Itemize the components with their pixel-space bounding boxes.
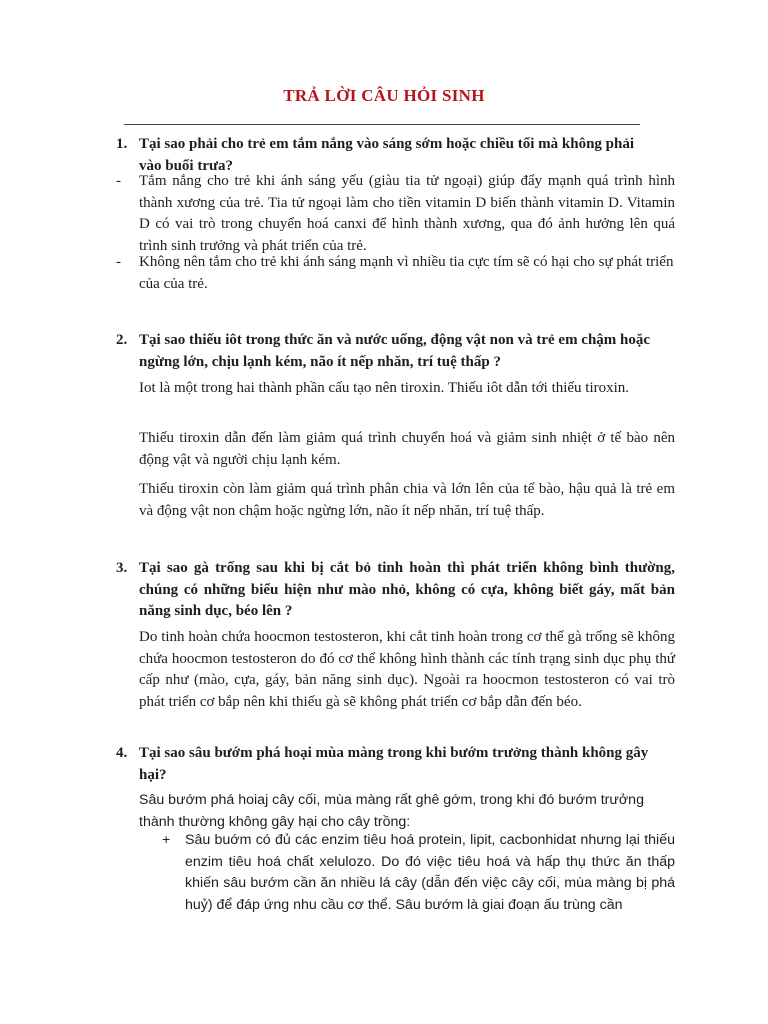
question-1-text: Tại sao phải cho trẻ em tắm nắng vào sáng sớm hoặc chiều tối mà không phải vào buổi trưa? <box>139 136 635 174</box>
question-3-text: Tại sao gà trống sau khi bị cắt bỏ tinh hoàn thì phát triển không bình thường, chúng có những biểu hiện như mào nhỏ, không có cựa, không biết gáy, mất bản năng sinh dục, béo lên ? <box>139 560 675 619</box>
question-2-text: Tại sao thiếu iôt trong thức ăn và nước uống, động vật non và trẻ em chậm hoặc ngừng lớn, chịu lạnh kém, não ít nếp nhăn, trí tuệ thấp ? <box>139 332 651 370</box>
question-1-number: 1. <box>116 136 128 152</box>
question-1-bullet-1: - <box>116 173 121 189</box>
title-divider <box>124 124 640 125</box>
question-2-paragraph-3: Thiếu tiroxin còn làm giảm quá trình phân chia và lớn lên của tế bào, hậu quả là trẻ em và động vật non chậm hoặc ngừng lớn, não ít nếp nhăn, trí tuệ thấp. <box>139 481 675 519</box>
question-3-number: 3. <box>116 560 128 576</box>
question-1-bullet-2: - <box>116 254 121 270</box>
question-3-answer: Do tinh hoàn chứa hoocmon testosteron, khi cắt tinh hoàn trong cơ thể gà trống sẽ không chứa hoocmon testosteron do đó cơ thể không hình thành các tính trạng sinh dục phụ thứ cấp như (mào, cựa, gáy, bản năng sinh dục). Ngoài ra hoocmon testosteron có vai trò phát triển cơ bắp nên khi thiếu gà sẽ không phát triển cơ bắp dẫn đến béo. <box>139 629 675 710</box>
question-4-text: Tại sao sâu bướm phá hoại mùa màng trong khi bướm trưởng thành không gây hại? <box>139 745 649 783</box>
document-title: TRẢ LỜI CÂU HỎI SINH <box>283 86 485 105</box>
question-2-paragraph-2: Thiếu tiroxin dẫn đến làm giảm quá trình chuyển hoá và giảm sinh nhiệt ở tế bào nên động vật và người chịu lạnh kém. <box>139 430 675 468</box>
question-1-answer-2: Không nên tắm cho trẻ khi ánh sáng mạnh vì nhiều tia cực tím sẽ có hại cho sự phát triển của của trẻ. <box>139 254 674 292</box>
question-1-answer-1: Tắm nắng cho trẻ khi ánh sáng yếu (giàu tia tử ngoại) giúp đẩy mạnh quá trình hình thành xương của trẻ. Tia tử ngoại làm cho tiền vitamin D biến thành vitamin D. Vitamin D có vai trò trong chuyển hoá canxi để hình thành xương, qua đó ảnh hưởng lên quá trình sinh trưởng và phát triển của trẻ. <box>139 173 675 254</box>
question-2-number: 2. <box>116 332 128 348</box>
question-4-bullet: + <box>162 832 171 848</box>
question-4-intro: Sâu bướm phá hoiaj cây cối, mùa màng rất ghê gớm, trong khi đó bướm trưởng thành thường không gây hại cho cây trồng: <box>139 792 644 830</box>
question-4-number: 4. <box>116 745 128 761</box>
question-4-point: Sâu buớm có đủ các enzim tiêu hoá protein, lipit, cacbonhidat nhưng lại thiếu enzim tiêu hoá chất xelulozo. Do đó việc tiêu hoá và hấp thụ thức ăn thấp khiến sâu bướm cần ăn nhiều lá cây (dẫn đến việc cây cối, mùa màng bị phá huỷ) để đáp ứng nhu cầu cơ thể. Sâu bướm là giai đoạn ấu trùng cần <box>185 832 675 913</box>
question-2-paragraph-1: Iot là một trong hai thành phần cấu tạo nên tiroxin. Thiếu iôt dẫn tới thiếu tiroxin. <box>139 380 630 396</box>
